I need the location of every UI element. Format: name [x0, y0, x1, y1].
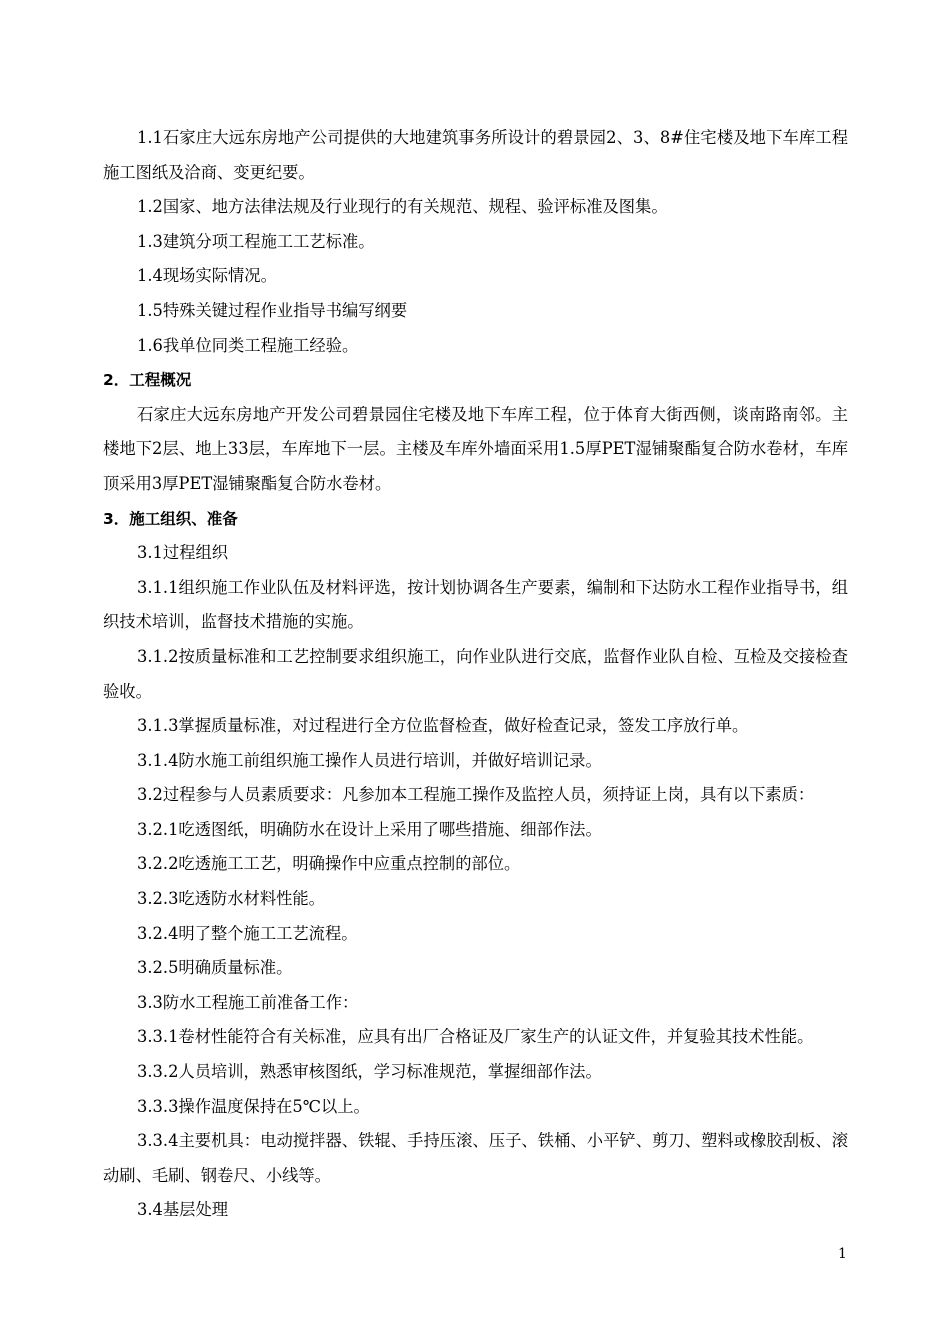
item-3-3-2: 3.3.2人员培训，熟悉审核图纸，学习标准规范，掌握细部作法。	[137, 1062, 602, 1082]
item-3-2-2: 3.2.2吃透施工工艺，明确操作中应重点控制的部位。	[137, 854, 521, 874]
item-3-1: 3.1过程组织	[137, 543, 229, 563]
item-3-4: 3.4基层处理	[137, 1200, 229, 1220]
item-3-1-3: 3.1.3掌握质量标准，对过程进行全方位监督检查，做好检查记录，签发工序放行单。	[137, 716, 749, 736]
item-3-3-1: 3.3.1卷材性能符合有关标准，应具有出厂合格证及厂家生产的认证文件，并复验其技术性能。	[137, 1027, 814, 1047]
paragraph-1-4: 1.4现场实际情况。	[137, 266, 277, 286]
section-heading-2: 2．工程概况	[103, 371, 192, 390]
item-3-2-1: 3.2.1吃透图纸，明确防水在设计上采用了哪些措施、细部作法。	[137, 819, 602, 839]
paragraph-1-6: 1.6我单位同类工程施工经验。	[137, 335, 359, 355]
item-3-2-5: 3.2.5明确质量标准。	[137, 958, 293, 978]
item-3-3-4: 3.3.4主要机具：电动搅拌器、铁辊、手持压滚、压子、铁桶、小平铲、剪刀、塑料或橡胶刮板、滚动刷、毛刷、钢卷尺、小线等。	[103, 1131, 848, 1185]
item-3-1-4: 3.1.4防水施工前组织施工操作人员进行培训，并做好培训记录。	[137, 750, 602, 770]
item-3-3: 3.3防水工程施工前准备工作：	[137, 992, 359, 1012]
section-heading-3: 3．施工组织、准备	[103, 509, 238, 528]
item-3-2: 3.2过程参与人员素质要求：凡参加本工程施工操作及监控人员，须持证上岗，具有以下素质：	[137, 785, 815, 805]
item-3-1-2: 3.1.2按质量标准和工艺控制要求组织施工，向作业队进行交底，监督作业队自检、互检及交接检查验收。	[103, 646, 848, 701]
item-3-2-3: 3.2.3吃透防水材料性能。	[137, 889, 325, 909]
section-2-body: 石家庄大远东房地产开发公司碧景园住宅楼及地下车库工程，位于体育大街西侧，谈南路南邻。主楼地下2层、地上33层，车库地下一层。主楼及车库外墙面采用1.5厚PET湿铺聚酯复合防水卷材，车库顶采用3厚PET湿铺聚酯复合防水卷材。	[103, 404, 848, 493]
page-number: 1	[838, 1246, 847, 1262]
paragraph-1-5: 1.5特殊关键过程作业指导书编写纲要	[137, 300, 408, 320]
item-3-1-1: 3.1.1组织施工作业队伍及材料评选，按计划协调各生产要素，编制和下达防水工程作业指导书，组织技术培训，监督技术措施的实施。	[103, 577, 848, 632]
paragraph-1-1: 1.1石家庄大远东房地产公司提供的大地建筑事务所设计的碧景园2、3、8#住宅楼及地下车库工程施工图纸及洽商、变更纪要。	[103, 128, 848, 182]
paragraph-1-3: 1.3建筑分项工程施工工艺标准。	[137, 231, 375, 251]
paragraph-1-2: 1.2国家、地方法律法规及行业现行的有关规范、规程、验评标准及图集。	[137, 197, 668, 217]
document-body	[103, 121, 848, 1228]
item-3-3-3: 3.3.3操作温度保持在5℃以上。	[137, 1096, 370, 1116]
item-3-2-4: 3.2.4明了整个施工工艺流程。	[137, 923, 358, 943]
